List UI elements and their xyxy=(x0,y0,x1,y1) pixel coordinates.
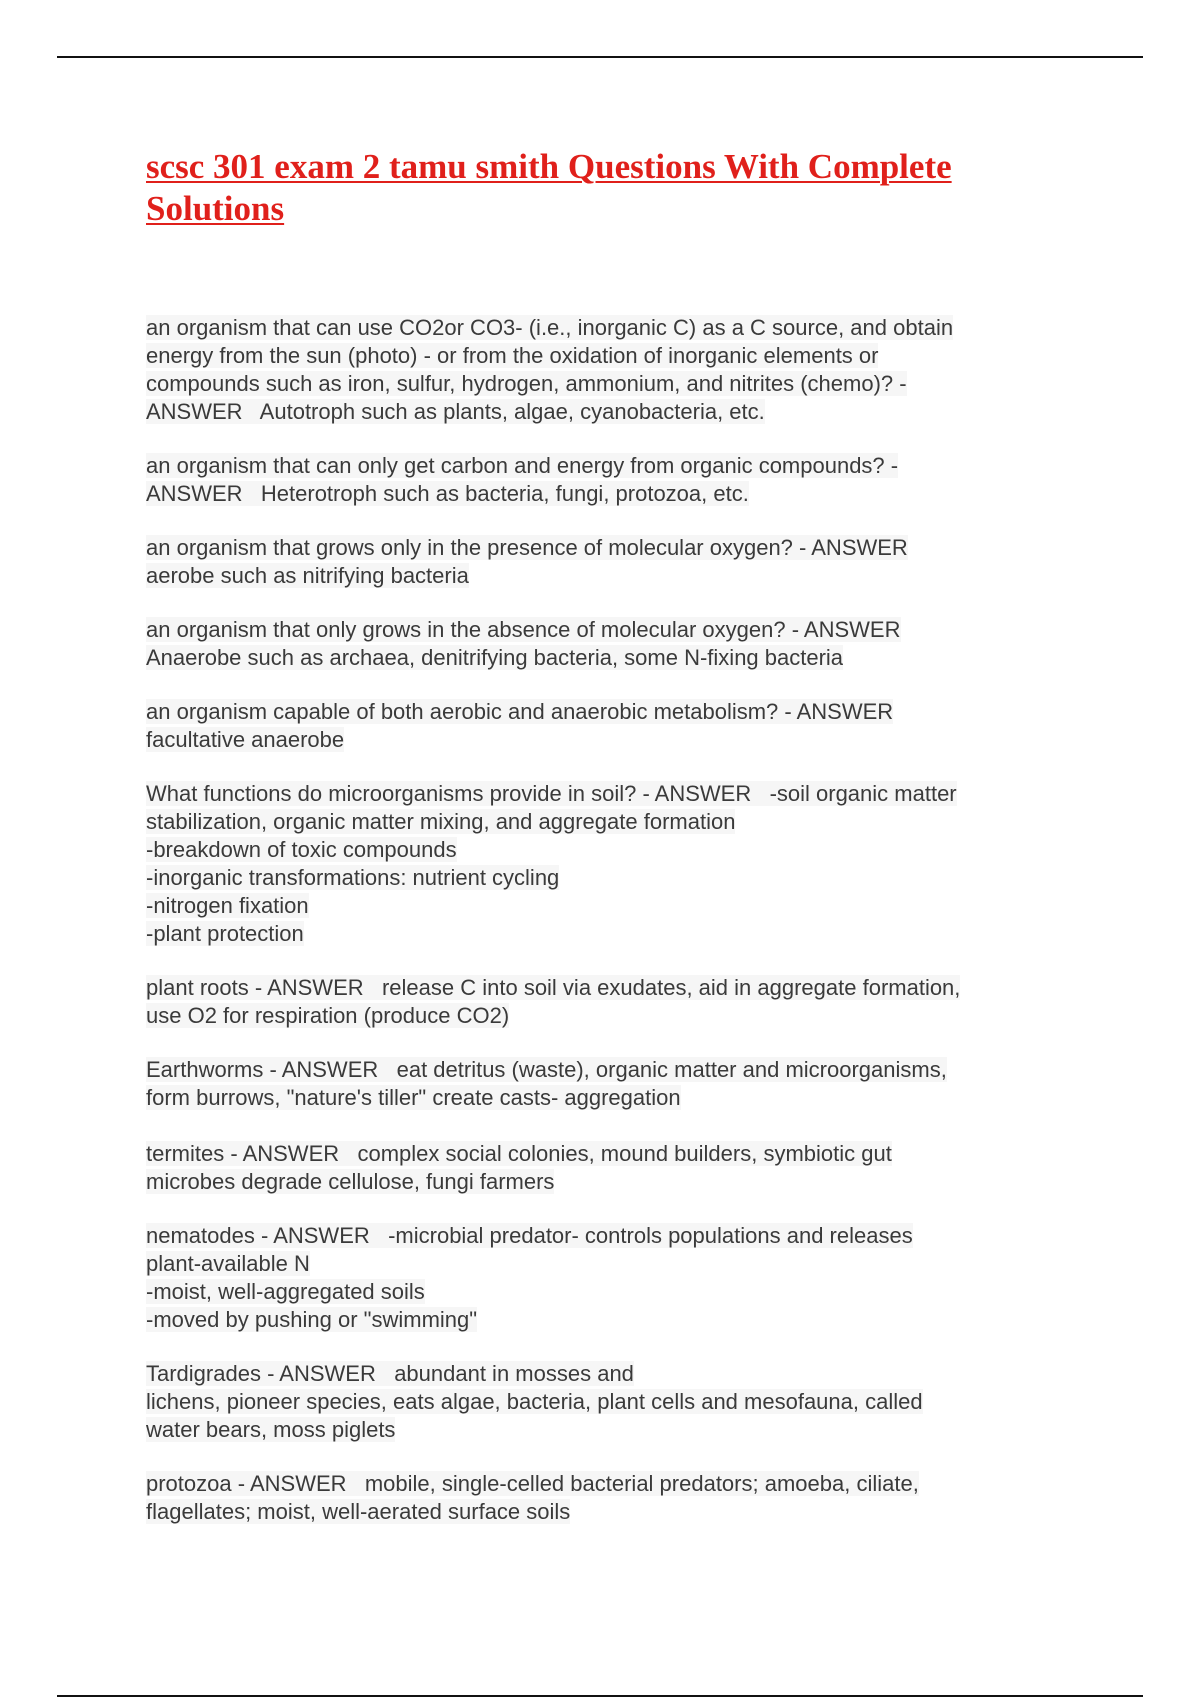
bottom-rule xyxy=(57,1695,1143,1697)
qa-line xyxy=(146,534,1066,562)
qa-line xyxy=(146,1222,1066,1250)
qa-line xyxy=(146,452,1066,480)
qa-line-text: facultative anaerobe xyxy=(146,727,345,752)
qa-line xyxy=(146,1056,1066,1084)
qa-line-text: an organism that only grows in the absence of molecular oxygen? - ANSWER xyxy=(146,617,901,642)
qa-item xyxy=(146,780,1066,948)
qa-line xyxy=(146,1278,1066,1306)
qa-line xyxy=(146,726,1066,754)
qa-line-text: nematodes - ANSWER -microbial predator- controls populations and releases xyxy=(146,1223,913,1248)
qa-line xyxy=(146,644,1066,672)
qa-line-text: energy from the sun (photo) - or from the oxidation of inorganic elements or xyxy=(146,343,879,368)
qa-item xyxy=(146,534,1066,590)
qa-line-text: Anaerobe such as archaea, denitrifying bacteria, some N-fixing bacteria xyxy=(146,645,844,670)
qa-item xyxy=(146,1140,1066,1196)
qa-line xyxy=(146,1002,1066,1030)
qa-line xyxy=(146,892,1066,920)
qa-line xyxy=(146,1470,1066,1498)
qa-item xyxy=(146,1360,1066,1444)
qa-line-text: aerobe such as nitrifying bacteria xyxy=(146,563,469,588)
qa-line-text: ANSWER Heterotroph such as bacteria, fungi, protozoa, etc. xyxy=(146,481,749,506)
qa-line xyxy=(146,1084,1066,1112)
qa-line xyxy=(146,1250,1066,1278)
qa-line-text: an organism capable of both aerobic and anaerobic metabolism? - ANSWER xyxy=(146,699,894,724)
qa-line-text: use O2 for respiration (produce CO2) xyxy=(146,1003,510,1028)
top-rule xyxy=(57,56,1143,58)
qa-line-text: plant-available N xyxy=(146,1251,310,1276)
qa-line-text: water bears, moss piglets xyxy=(146,1417,396,1442)
qa-line xyxy=(146,616,1066,644)
title-line: Solutions xyxy=(146,189,285,228)
qa-item xyxy=(146,616,1066,672)
document-title xyxy=(146,146,1046,230)
qa-line xyxy=(146,1360,1066,1388)
qa-line xyxy=(146,314,1066,342)
qa-line xyxy=(146,562,1066,590)
qa-line-text: What functions do microorganisms provide in soil? - ANSWER -soil organic matter xyxy=(146,781,957,806)
qa-line xyxy=(146,1388,1066,1416)
qa-line xyxy=(146,1168,1066,1196)
title-line: scsc 301 exam 2 tamu smith Questions With Complete xyxy=(146,147,952,186)
qa-line-text: lichens, pioneer species, eats algae, bacteria, plant cells and mesofauna, called xyxy=(146,1389,923,1414)
qa-item xyxy=(146,314,1066,426)
qa-line-text: flagellates; moist, well-aerated surface soils xyxy=(146,1499,571,1524)
qa-line-text: form burrows, "nature's tiller" create casts- aggregation xyxy=(146,1085,681,1110)
qa-line xyxy=(146,1498,1066,1526)
qa-item xyxy=(146,698,1066,754)
qa-line-text: Tardigrades - ANSWER abundant in mosses and xyxy=(146,1361,634,1386)
qa-line-text: Earthworms - ANSWER eat detritus (waste), organic matter and microorganisms, xyxy=(146,1057,947,1082)
qa-line-text: an organism that can use CO2or CO3- (i.e., inorganic C) as a C source, and obtain xyxy=(146,315,954,340)
qa-line-text: stabilization, organic matter mixing, and aggregate formation xyxy=(146,809,736,834)
qa-line xyxy=(146,780,1066,808)
qa-line-text: termites - ANSWER complex social colonies, mound builders, symbiotic gut xyxy=(146,1141,892,1166)
qa-line-text: -moist, well-aggregated soils xyxy=(146,1279,425,1304)
qa-line xyxy=(146,1416,1066,1444)
qa-line xyxy=(146,370,1066,398)
qa-line-text: protozoa - ANSWER mobile, single-celled bacterial predators; amoeba, ciliate, xyxy=(146,1471,919,1496)
qa-line-text: -plant protection xyxy=(146,921,304,946)
qa-line-text: an organism that grows only in the presence of molecular oxygen? - ANSWER xyxy=(146,535,908,560)
qa-line xyxy=(146,808,1066,836)
qa-line xyxy=(146,974,1066,1002)
qa-line-text: compounds such as iron, sulfur, hydrogen, ammonium, and nitrites (chemo)? - xyxy=(146,371,907,396)
qa-line xyxy=(146,920,1066,948)
qa-item xyxy=(146,974,1066,1030)
qa-line xyxy=(146,864,1066,892)
qa-line-text: ANSWER Autotroph such as plants, algae, cyanobacteria, etc. xyxy=(146,399,765,424)
qa-item xyxy=(146,1470,1066,1526)
qa-line-text: -breakdown of toxic compounds xyxy=(146,837,457,862)
qa-line xyxy=(146,398,1066,426)
qa-line-text: an organism that can only get carbon and energy from organic compounds? - xyxy=(146,453,899,478)
qa-line-text: -nitrogen fixation xyxy=(146,893,309,918)
qa-line xyxy=(146,480,1066,508)
qa-line xyxy=(146,342,1066,370)
qa-item xyxy=(146,1056,1066,1112)
qa-item xyxy=(146,1222,1066,1334)
qa-line xyxy=(146,1140,1066,1168)
qa-line xyxy=(146,698,1066,726)
qa-line-text: -inorganic transformations: nutrient cycling xyxy=(146,865,560,890)
qa-line-text: microbes degrade cellulose, fungi farmers xyxy=(146,1169,555,1194)
qa-line xyxy=(146,1306,1066,1334)
qa-line-text: -moved by pushing or "swimming" xyxy=(146,1307,478,1332)
qa-line xyxy=(146,836,1066,864)
qa-line-text: plant roots - ANSWER release C into soil via exudates, aid in aggregate formation, xyxy=(146,975,961,1000)
qa-list xyxy=(146,314,1066,1526)
qa-item xyxy=(146,452,1066,508)
